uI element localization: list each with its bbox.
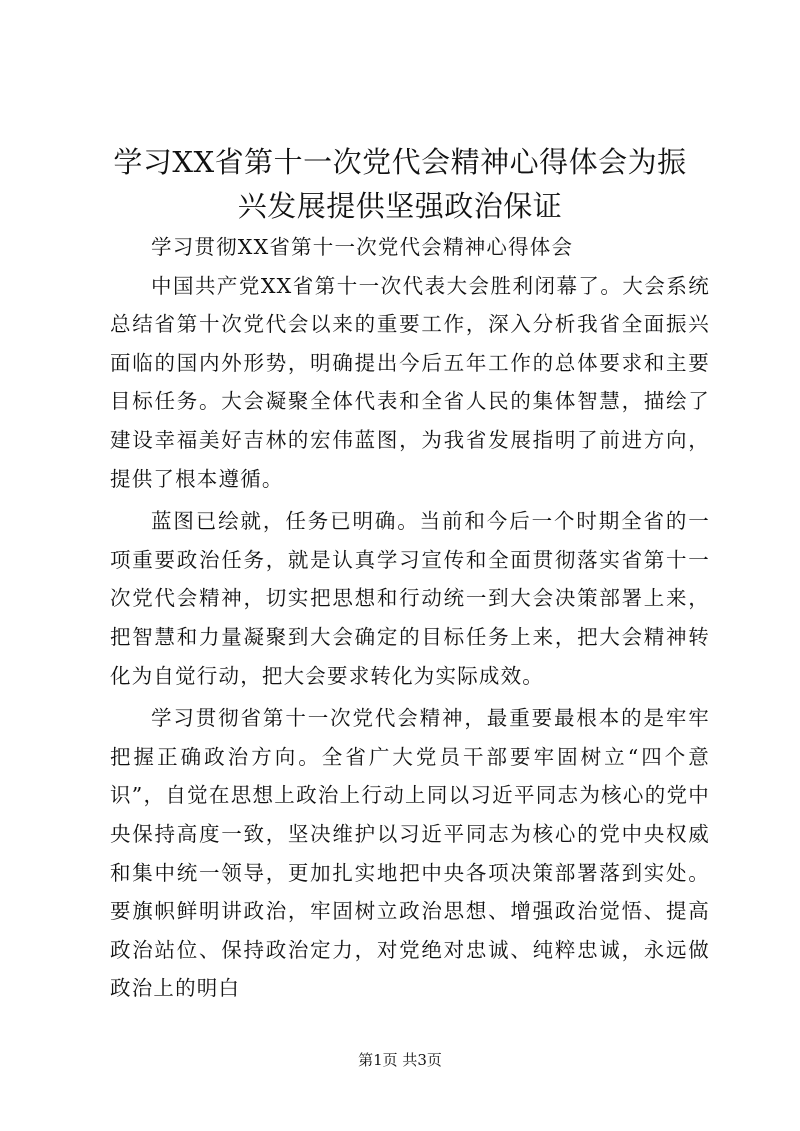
page-footer: 第1页 共3页 xyxy=(358,1051,442,1069)
document-title: 学习XX省第十一次党代会精神心得体会为振兴发展提供坚强政治保证 xyxy=(113,145,687,223)
document-body xyxy=(110,228,710,1008)
body-paragraph-1: 中国共产党XX省第十一次代表大会胜利闭幕了。大会系统总结省第十次党代会以来的重要工作，深入分析我省全面振兴面临的国内外形势，明确提出今后五年工作的总体要求和主要目标任务。大会凝聚全体代表和全省人民的集体智慧，描绘了建设幸福美好吉林的宏伟蓝图，为我省发展指明了前进方向，提供了根本遵循。 xyxy=(110,273,710,491)
subtitle-paragraph: 学习贯彻XX省第十一次党代会精神心得体会 xyxy=(151,235,574,259)
body-paragraph-2: 蓝图已绘就，任务已明确。当前和今后一个时期全省的一项重要政治任务，就是认真学习宣传和全面贯彻落实省第十一次党代会精神，切实把思想和行动统一到大会决策部署上来，把智慧和力量凝聚到大会确定的目标任务上来，把大会精神转化为自觉行动，把大会要求转化为实际成效。 xyxy=(110,509,710,688)
body-paragraph-3: 学习贯彻省第十一次党代会精神，最重要最根本的是牢牢把握正确政治方向。全省广大党员干部要牢固树立“四个意识”，自觉在思想上政治上行动上同以习近平同志为核心的党中央保持高度一致，坚决维护以习近平同志为核心的党中央权威和集中统一领导，更加扎实地把中央各项决策部署落到实处。要旗帜鲜明讲政治，牢固树立政治思想、增强政治觉悟、提高政治站位、保持政治定力，对党绝对忠诚、纯粹忠诚，永远做政治上的明白 xyxy=(110,706,710,1001)
